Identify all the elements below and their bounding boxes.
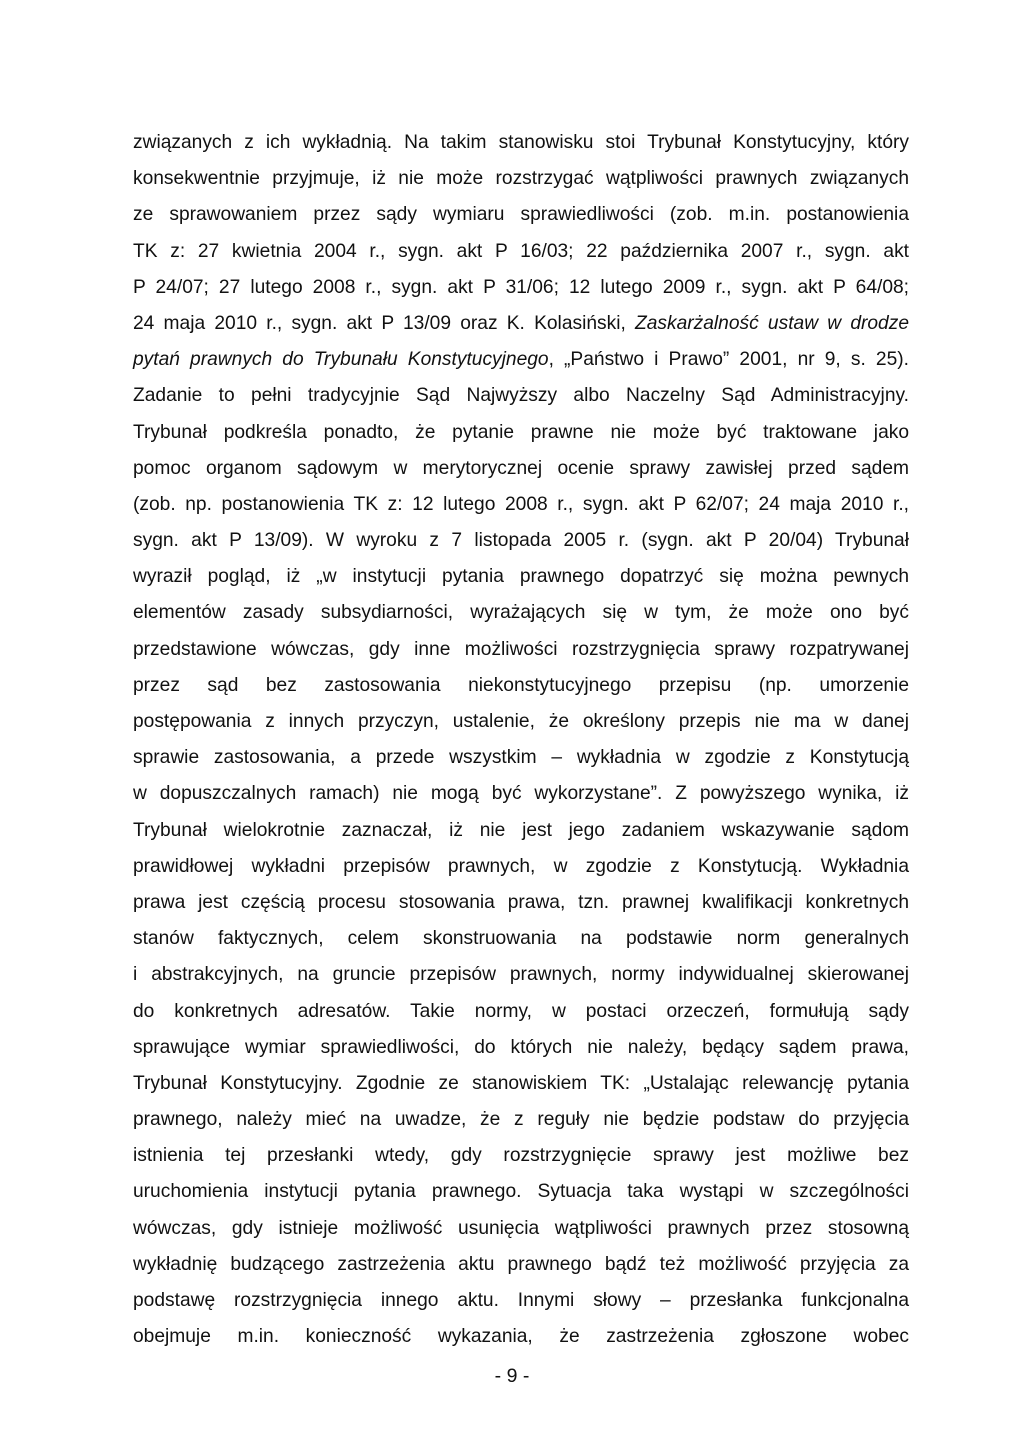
text-line: uruchomienia instytucji pytania prawnego. Sytuacja taka wystąpi w szczególności [133, 1181, 909, 1203]
text-line: przez sąd bez zastosowania niekonstytucyjnego przepisu (np. umorzenie [133, 674, 909, 696]
text-line: pomoc organom sądowym w merytorycznej ocenie sprawy zawisłej przed sądem [133, 457, 909, 479]
text-line: konsekwentnie przyjmuje, iż nie może rozstrzygać wątpliwości prawnych związanych [133, 168, 909, 190]
text-line: Trybunał Konstytucyjny. Zgodnie ze stanowiskiem TK: „Ustalając relewancję pytania [133, 1072, 909, 1094]
text-line: 24 maja 2010 r., sygn. akt P 13/09 oraz K. Kolasiński, Zaskarżalność ustaw w drodze [133, 312, 909, 334]
text-line: wykładnię budzącego zastrzeżenia aktu prawnego bądź też możliwość przyjęcia za [133, 1253, 909, 1275]
text-line: Trybunał wielokrotnie zaznaczał, iż nie jest jego zadaniem wskazywanie sądom [133, 819, 909, 841]
text-line: stanów faktycznych, celem skonstruowania na podstawie norm generalnych [133, 928, 909, 950]
italic-title: pytań prawnych do Trybunału Konstytucyjnego [133, 349, 549, 371]
text-line: P 24/07; 27 lutego 2008 r., sygn. akt P 31/06; 12 lutego 2009 r., sygn. akt P 64/08; [133, 276, 909, 298]
text-line: postępowania z innych przyczyn, ustalenie, że określony przepis nie ma w danej [133, 711, 909, 732]
italic-title: Zaskarżalność ustaw w drodze [635, 312, 909, 334]
text-line: sprawujące wymiar sprawiedliwości, do których nie należy, będący sądem prawa, [133, 1036, 909, 1058]
text-line: prawidłowej wykładni przepisów prawnych, w zgodzie z Konstytucją. Wykładnia [133, 855, 909, 877]
text-line: i abstrakcyjnych, na gruncie przepisów prawnych, normy indywidualnej skierowanej [133, 964, 909, 986]
text-line: TK z: 27 kwietnia 2004 r., sygn. akt P 16/03; 22 października 2007 r., sygn. akt [133, 240, 909, 262]
text-line: prawa jest częścią procesu stosowania prawa, tzn. prawnej kwalifikacji konkretnych [133, 891, 909, 913]
text-line: podstawę rozstrzygnięcia innego aktu. Innymi słowy – przesłanka funkcjonalna [133, 1290, 909, 1311]
text-line: sprawie zastosowania, a przede wszystkim – wykładnia w zgodzie z Konstytucją [133, 747, 909, 769]
text-line: wówczas, gdy istnieje możliwość usunięcia wątpliwości prawnych przez stosowną [133, 1217, 909, 1239]
text-line: w dopuszczalnych ramach) nie mogą być wykorzystane”. Z powyższego wynika, iż [133, 783, 909, 805]
text-line: (zob. np. postanowienia TK z: 12 lutego 2008 r., sygn. akt P 62/07; 24 maja 2010 r., [133, 493, 909, 515]
text-line: przedstawione wówczas, gdy inne możliwości rozstrzygnięcia sprawy rozpatrywanej [133, 638, 909, 660]
text-line: do konkretnych adresatów. Takie normy, w postaci orzeczeń, formułują sądy [133, 1000, 909, 1022]
text-line: pytań prawnych do Trybunału Konstytucyjnego, „Państwo i Prawo” 2001, nr 9, s. 25). [133, 349, 909, 371]
text-line: istnienia tej przesłanki wtedy, gdy rozstrzygnięcie sprawy jest możliwe bez [133, 1145, 909, 1167]
text-line: Zadanie to pełni tradycyjnie Sąd Najwyższy albo Naczelny Sąd Administracyjny. [133, 385, 909, 407]
text-line: Trybunał podkreśla ponadto, że pytanie prawne nie może być traktowane jako [133, 421, 909, 443]
text-line: związanych z ich wykładnią. Na takim stanowisku stoi Trybunał Konstytucyjny, który [133, 132, 909, 153]
text-line: ze sprawowaniem przez sądy wymiaru sprawiedliwości (zob. m.in. postanowienia [133, 204, 909, 226]
body-text [133, 125, 909, 1355]
page-number: - 9 - [494, 1365, 530, 1387]
text-line: sygn. akt P 13/09). W wyroku z 7 listopada 2005 r. (sygn. akt P 20/04) Trybunał [133, 530, 909, 552]
text-line: obejmuje m.in. konieczność wykazania, że zastrzeżenia zgłoszone wobec [133, 1326, 909, 1348]
text-line: prawnego, należy mieć na uwadze, że z reguły nie będzie podstaw do przyjęcia [133, 1109, 909, 1131]
text-line: elementów zasady subsydiarności, wyrażających się w tym, że może ono być [133, 602, 909, 624]
text-line: wyraził pogląd, iż „w instytucji pytania prawnego dopatrzyć się można pewnych [133, 566, 909, 588]
